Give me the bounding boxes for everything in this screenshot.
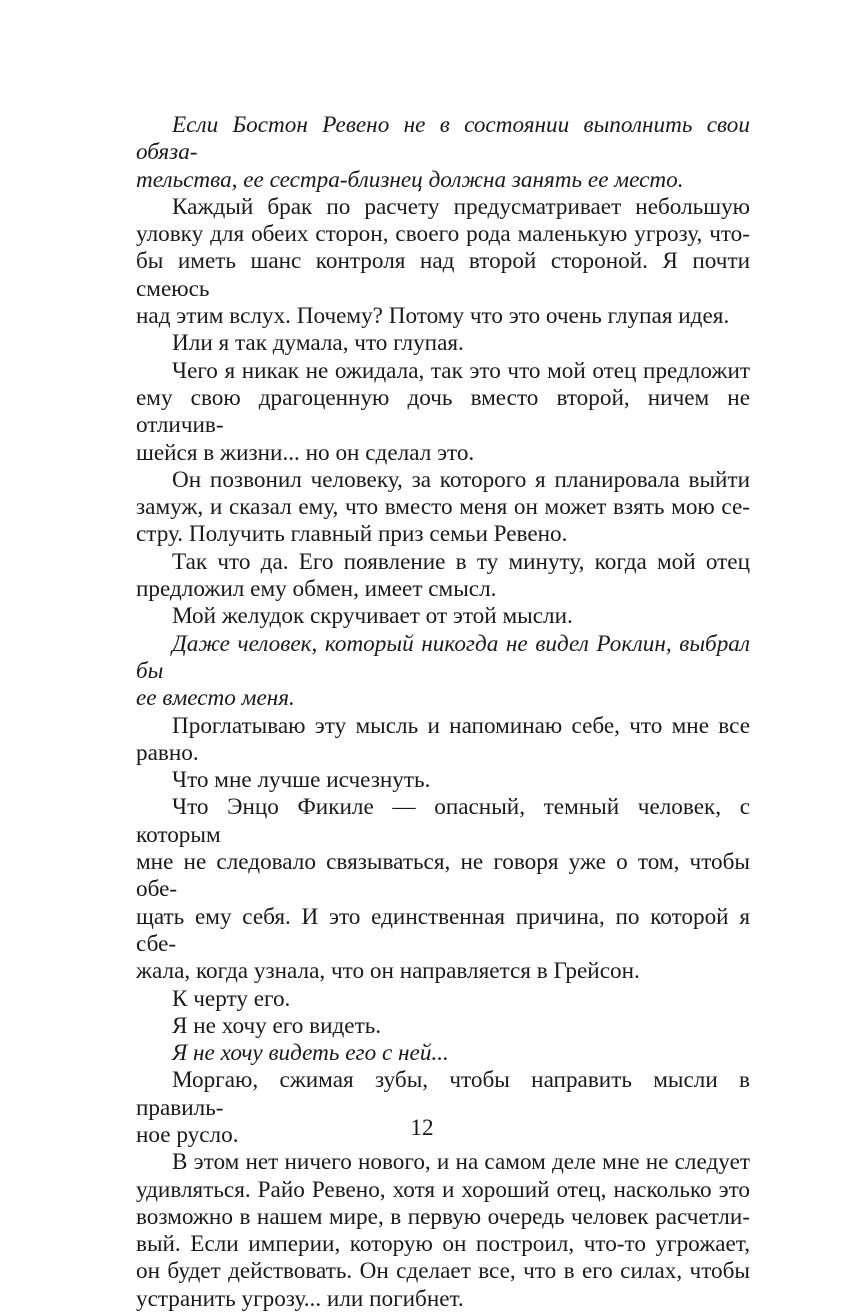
text-line: Так что да. Его появление в ту минуту, когда мой отец: [172, 548, 750, 575]
paragraph: [136, 603, 750, 630]
paragraph: [136, 1013, 750, 1040]
text-line: замуж, и сказал ему, что вместо меня он может взять мою се-: [136, 494, 750, 521]
text-line: Я не хочу его видеть.: [172, 1012, 382, 1039]
italic-paragraph: [136, 112, 750, 194]
paragraph: [136, 194, 750, 330]
text-line: Чего я никак не ожидала, так это что мой отец предложит: [172, 357, 750, 384]
paragraph: [136, 330, 750, 357]
text-line: над этим вслух. Почему? Потому что это очень глупая идея.: [136, 303, 730, 330]
paragraph: [136, 986, 750, 1013]
text-line: устранить угрозу... или погибнет.: [136, 1285, 464, 1312]
text-line: Каждый брак по расчету предусматривает небольшую: [172, 193, 750, 220]
text-line: В этом нет ничего нового, и на самом деле мне не следует: [172, 1149, 750, 1176]
text-line: Что мне лучше исчезнуть.: [172, 767, 431, 794]
text-line: Что Энцо Фикиле — опасный, темный человек, с которым: [136, 794, 750, 848]
text-line: мне не следовало связываться, не говоря уже о том, чтобы обе-: [136, 849, 750, 903]
text-line: Даже человек, который никогда не видел Роклин, выбрал бы: [136, 630, 750, 684]
text-line: ее вместо меня.: [136, 685, 295, 712]
paragraph: [136, 358, 750, 467]
text-line: равно.: [136, 739, 199, 766]
text-line: Он позвонил человеку, за которого я планировала выйти: [172, 466, 750, 493]
paragraph: [136, 794, 750, 985]
text-line: бы иметь шанс контроля над второй стороной. Я почти смеюсь: [136, 248, 750, 302]
paragraph: [136, 713, 750, 768]
text-line: Если Бостон Ревено не в состоянии выполнить свои обяза-: [136, 112, 750, 166]
text-line: он будет действовать. Он сделает все, что в его силах, чтобы: [136, 1258, 750, 1285]
text-line: шейся в жизни... но он сделал это.: [136, 439, 475, 466]
text-line: жала, когда узнала, что он направляется в Грейсон.: [136, 958, 640, 985]
text-line: тельства, ее сестра-близнец должна занять ее место.: [136, 166, 684, 193]
text-line: К черту его.: [172, 985, 291, 1012]
text-line: Проглатываю эту мысль и напоминаю себе, что мне все: [172, 712, 750, 739]
text-line: возможно в нашем мире, в первую очередь человек расчетли-: [136, 1203, 750, 1230]
paragraph: [136, 767, 750, 794]
text-line: Или я так думала, что глупая.: [172, 330, 464, 357]
text-line: вый. Если империи, которую он построил, что-то угрожает,: [136, 1231, 750, 1258]
italic-paragraph: [136, 631, 750, 713]
text-line: Я не хочу видеть его с ней...: [172, 1040, 449, 1067]
text-line: удивляться. Райо Ревено, хотя и хороший отец, насколько это: [136, 1176, 750, 1203]
text-line: уловку для обеих сторон, своего рода маленькую угрозу, что-: [136, 221, 750, 248]
text-line: щать ему себя. И это единственная причина, по которой я сбе-: [136, 903, 750, 957]
italic-paragraph: [136, 1040, 750, 1067]
page-number: 12: [410, 1115, 434, 1141]
text-line: Мой желудок скручивает от этой мысли.: [172, 603, 573, 630]
text-line: ему свою драгоценную дочь вместо второй, ничем не отличив-: [136, 384, 750, 439]
text-line: предложил ему обмен, имеет смысл.: [136, 576, 497, 603]
text-line: ное русло.: [136, 1121, 239, 1148]
text-line: стру. Получить главный приз семьи Ревено.: [136, 521, 568, 548]
text-line: Моргаю, сжимая зубы, чтобы направить мысли в правиль-: [136, 1067, 750, 1121]
paragraph: [136, 467, 750, 549]
paragraph: [136, 549, 750, 604]
paragraph: [136, 1149, 750, 1313]
